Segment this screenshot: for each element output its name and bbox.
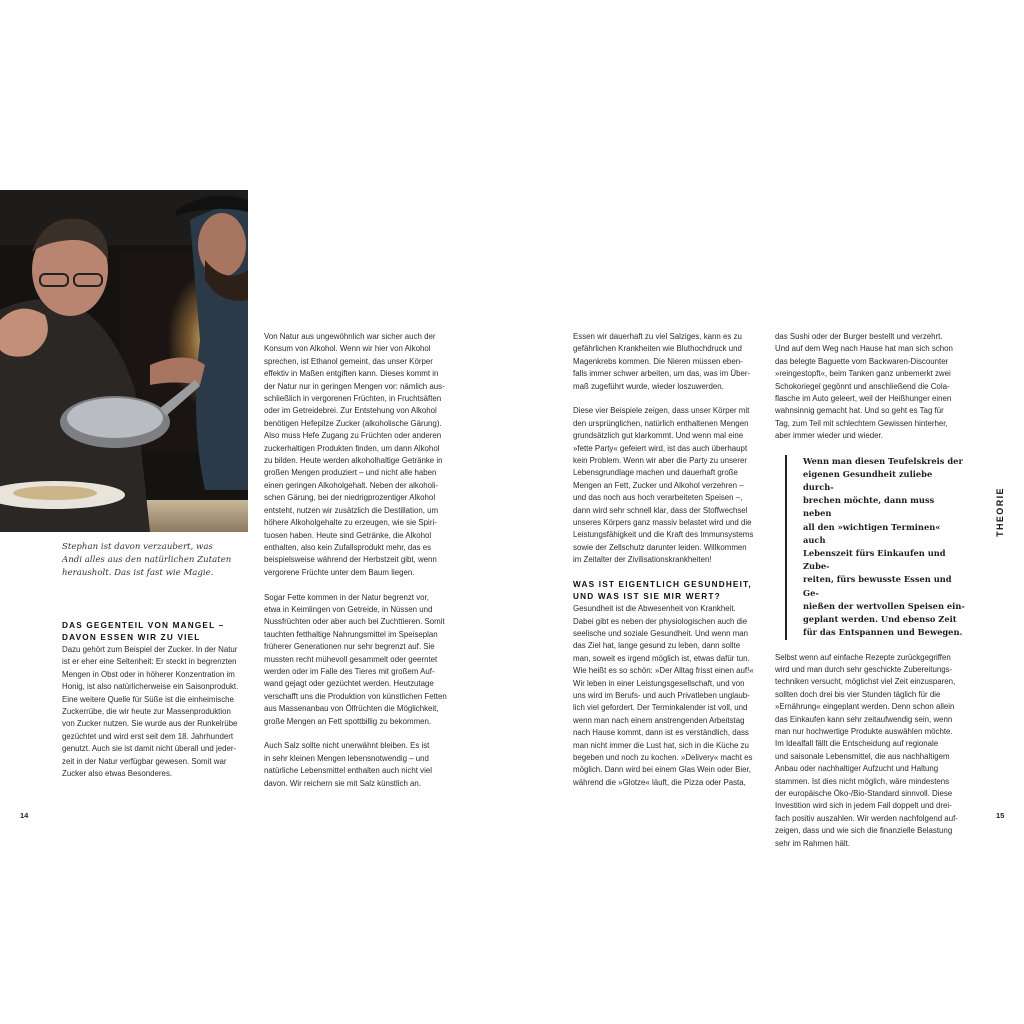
page-number-right: 15 <box>996 811 1005 820</box>
text-column-4 <box>775 331 965 850</box>
paragraph: Sogar Fette kommen in der Natur begrenzt vor, etwa in Keimlingen von Getreide, in Nüssen und Nussfrüchten oder aber auch bei Zuchttieren. Somit tauchten fetthaltige Nahrungsmittel im Speiseplan früherer Generationen nur sehr begrenzt auf. Sie mussten recht mühevoll gesammelt oder geerntet werden oder im Falle des Tieres mit großem Auf- wand gejagt oder gezüchtet werden. Heutzutage verschafft uns die Produktion von künstlichen Fetten aus Massenanbau von Ölfrüchten die Möglichkeit, große Mengen an Fett spottbillig zu bekommen. <box>264 592 447 726</box>
pull-quote: Wenn man diesen Teufelskreis der eigenen Gesundheit zuliebe durch- brechen möchte, dann muss neben all den »wichtigen Terminen« auch Lebenszeit fürs Einkaufen und Zube- reiten, fürs bewusste Essen und Ge- nießen der wertvollen Speisen ein- geplant werden. Und ebenso Zeit für das Entspannen und Bewegen. <box>785 455 965 640</box>
text-column-2 <box>264 331 454 790</box>
paragraph: das Sushi oder der Burger bestellt und verzehrt. Und auf dem Weg nach Hause hat man sich schon das belegte Baguette vom Backwaren-Discounter »reingestopft«, beim Tanken ganz unbemerkt zwei Schokoriegel gegönnt und anschließend die Cola- flasche im Auto geleert, weil der Heißhunger einen wahnsinnig gemacht hat. Und so geht es Tag für Tag, zum Teil mit schlechtem Gewissen hinterher, aber immer wieder und wieder. <box>775 332 953 441</box>
paragraph: Gesundheit ist die Abwesenheit von Krankheit. Dabei gibt es neben der physiologischen auch die seelische und soziale Gesundheit. Und wenn man das Ziel hat, lange gesund zu leben, dann sollte man, soweit es irgend möglich ist, etwas dafür tun. Wie heißt es so schön: »Der Alltag frisst einen auf!« Wir leben in einer Leistungsgesellschaft, und von uns wird im Berufs- und auch Privatleben unglaub- lich viel gefordert. Der Terminkalender ist voll, und wenn man nach einem anstrengenden Arbeitstag nach Hause kommt, dann ist es verständlich, dass man nicht immer die Lust hat, sich in die Küche zu begeben und noch zu kochen. »Delivery« macht es möglich. Dann wird bei einem Glas Wein oder Bier, während die »Glotze« läuft, die Pizza oder Pasta, <box>573 604 754 787</box>
page-number-left: 14 <box>20 811 29 820</box>
section-heading-mangel: DAS GEGENTEIL VON MANGEL – DAVON ESSEN WIR ZU VIEL <box>62 621 225 642</box>
paragraph: Essen wir dauerhaft zu viel Salziges, kann es zu gefährlichen Krankheiten wie Bluthochdruck und Magenkrebs kommen. Die Nieren müssen eben- falls immer schwer arbeiten, um das, was im Über- maß zugeführt wurde, wieder loszuwerden. <box>573 332 751 391</box>
text-column-1 <box>62 620 252 780</box>
paragraph: Von Natur aus ungewöhnlich war sicher auch der Konsum von Alkohol. Wenn wir hier von Alkohol sprechen, ist Ethanol gemeint, das unser Körper effektiv in Maßen entgiften kann. Dieses kommt in der Natur nur in geringen Mengen vor: nämlich aus- schließlich in vergorenen Früchten, in Fruchtsäften oder im Getreidebrei. Zur Entstehung von Alkohol benötigen Hefepilze Zucker (alkoholische Gärung). Also muss Hefe Zugang zu Früchten oder anderen zuckerhaltigen Produkten finden, um dann Alkohol zu bilden. Heute werden alkoholhaltige Getränke in großen Mengen produziert – und nicht alle haben einen geringen Alkoholgehalt. Neben der alkoholi- schen Gärung, bei der niedrigprozentiger Alkohol entsteht, nutzen wir zusätzlich die Destillation, um höhere Alkoholgehalte zu erzeugen, wie sie Spiri- tuosen haben. Heute sind Getränke, die Alkohol enthalten, also kein Zufallsprodukt mehr, das es beispielsweise während der Herbstzeit gibt, wenn vergorene Früchte unter dem Baum liegen. <box>264 332 445 577</box>
paragraph: Selbst wenn auf einfache Rezepte zurückgegriffen wird und man durch sehr geschickte Zubereitungs- techniken versucht, möglichst viel Zeit einzusparen, sollten doch drei bis vier Stunden täglich für die »Ernährung« eingeplant werden. Denn schon allein das Einkaufen kann sehr zeitaufwendig sein, wenn man nur hochwertige Produkte auswählen möchte. Im Idealfall fällt die Entscheidung auf regionale und saisonale Lebensmittel, die aus nachhaltigem Anbau oder nachhaltiger Aufzucht und Haltung stammen. Ist dies nicht möglich, wäre mindestens der europäische Öko-/Bio-Standard sinnvoll. Diese Investition wird sich in jedem Fall doppelt und drei- fach positiv auszahlen. Wir werden nachfolgend auf- zeigen, dass und wie sich die finanzielle Belastung sehr im Rahmen hält. <box>775 652 958 848</box>
paragraph: Auch Salz sollte nicht unerwähnt bleiben. Es ist in sehr kleinen Mengen lebensnotwendig – und natürliche Lebensmittel enthalten auch nicht viel davon. Wir reichern sie mit Salz künstlich an. <box>264 741 432 788</box>
photo-caption: Stephan ist davon verzaubert, was Andi alles aus den natürlichen Zutaten herausholt. Das ist fast wie Magie. <box>62 542 232 578</box>
chapter-side-label: THEORIE <box>995 487 1005 537</box>
section-heading-gesundheit: WAS IST EIGENTLICH GESUNDHEIT, UND WAS IST SIE MIR WERT? <box>573 580 752 602</box>
chef-photo <box>0 190 248 532</box>
text-column-3 <box>573 331 763 789</box>
paragraph: Dazu gehört zum Beispiel der Zucker. In der Natur ist er eher eine Seltenheit: Er steckt in begrenzten Mengen in Obst oder in höherer Konzentration im Honig, ist also natürlicherweise ein Saisonprodukt. Eine weitere Quelle für Süße ist die einheimische Zuckerrübe, die wir heute zur Massenproduktion von Zucker nutzen. Sie wurde aus der Runkelrübe gezüchtet und wird erst seit dem 18. Jahrhundert genutzt. Auch sie ist damit nicht überall und jeder- zeit in der Natur verfügbar gewesen. Somit war Zucker also etwas Besonderes. <box>62 645 239 779</box>
paragraph: Diese vier Beispiele zeigen, dass unser Körper mit den ursprünglichen, natürlich enthaltenen Mengen grundsätzlich gut klarkommt. Und wenn mal eine »fette Party« gefeiert wird, ist das auch überhaupt kein Problem. Wenn wir aber die Party zu unserer Lebensgrundlage machen und dauerhaft große Mengen an Fett, Zucker und Alkohol verzehren – und das noch aus hoch verarbeiteten Speisen –, dann wird sehr schnell klar, dass der Stoffwechsel unseres Körpers ganz massiv belastet wird und die Leistungsfähigkeit und die Kraft des Immunsystems sowie der Zellschutz darunter leiden. Willkommen im Zeitalter der Zivilisationskrankheiten! <box>573 406 754 565</box>
